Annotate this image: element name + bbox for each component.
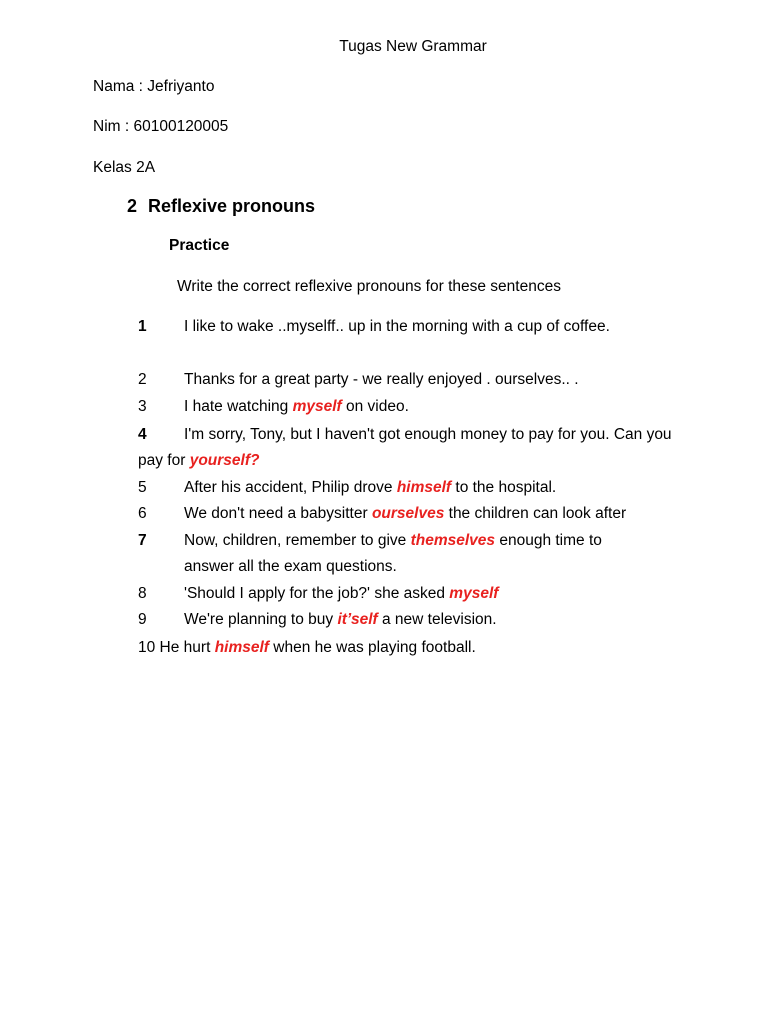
question-number: 8	[138, 585, 147, 602]
question-text-before: He hurt	[155, 639, 215, 656]
question-text-after: to the hospital.	[451, 479, 557, 496]
question-text	[184, 505, 626, 523]
question-text-after: on video.	[341, 398, 409, 415]
question-number: 4	[138, 426, 147, 443]
answer-text: themselves	[410, 532, 496, 549]
answer-text: it’self	[337, 611, 378, 628]
question-text	[184, 532, 602, 550]
question-number: 6	[138, 505, 147, 522]
question-number: 5	[138, 479, 147, 496]
answer-text: yourself?	[189, 452, 260, 469]
question-text-before: I'm sorry, Tony, but I haven't got enough money to pay for you. Can you	[184, 426, 672, 443]
question-text	[184, 479, 556, 497]
question-text-before: I hate watching	[184, 398, 293, 415]
student-class: Kelas 2A	[93, 159, 156, 176]
question-number: 3	[138, 398, 147, 415]
answer-text: himself	[214, 639, 269, 656]
question-number: 7	[138, 532, 147, 549]
question-10	[138, 639, 476, 657]
question-4-continuation	[138, 452, 259, 470]
question-text	[184, 318, 610, 336]
question-text-before: Now, children, remember to give	[184, 532, 411, 549]
question-text-after: a new television.	[377, 611, 497, 628]
question-text-before: pay for	[138, 452, 190, 469]
question-text-before: After his accident, Philip drove	[184, 479, 397, 496]
question-text-after: when he was playing football.	[268, 639, 476, 656]
student-nim	[93, 118, 228, 136]
question-text-before: We don't need a babysitter	[184, 505, 372, 522]
question-text-before: We're planning to buy	[184, 611, 338, 628]
question-text-before: Thanks for a great party - we really enjoyed . ourselves.. .	[184, 371, 579, 388]
question-number: 2	[138, 371, 147, 388]
question-number: 9	[138, 611, 147, 628]
section-title: Reflexive pronouns	[148, 196, 316, 216]
answer-text: myself	[449, 585, 499, 602]
instruction-text: Write the correct reflexive pronouns for these sentences	[177, 278, 561, 295]
practice-label: Practice	[169, 237, 230, 254]
answer-text: himself	[396, 479, 452, 496]
question-number: 10	[138, 639, 156, 656]
answer-text: myself	[292, 398, 342, 415]
question-text	[184, 398, 409, 416]
question-text	[184, 371, 579, 389]
answer-text: ourselves	[371, 505, 445, 522]
question-text-before: 'Should I apply for the job?' she asked	[184, 585, 450, 602]
question-text-after: enough time to	[495, 532, 602, 549]
question-text-after: the children can look after	[444, 505, 627, 522]
question-number: 1	[138, 318, 147, 335]
question-7-continuation: answer all the exam questions.	[184, 558, 397, 575]
question-text	[184, 585, 498, 603]
nim-label: Nim :	[93, 118, 134, 135]
question-text	[184, 426, 672, 444]
question-text	[184, 611, 497, 629]
section-heading	[127, 196, 315, 217]
nim-value: 60100120005	[133, 118, 229, 135]
question-text-before: I like to wake ..myselff.. up in the morning with a cup of coffee.	[184, 318, 610, 335]
section-number: 2	[127, 196, 138, 216]
student-name: Nama : Jefriyanto	[93, 78, 215, 95]
document-title: Tugas New Grammar	[339, 38, 487, 55]
